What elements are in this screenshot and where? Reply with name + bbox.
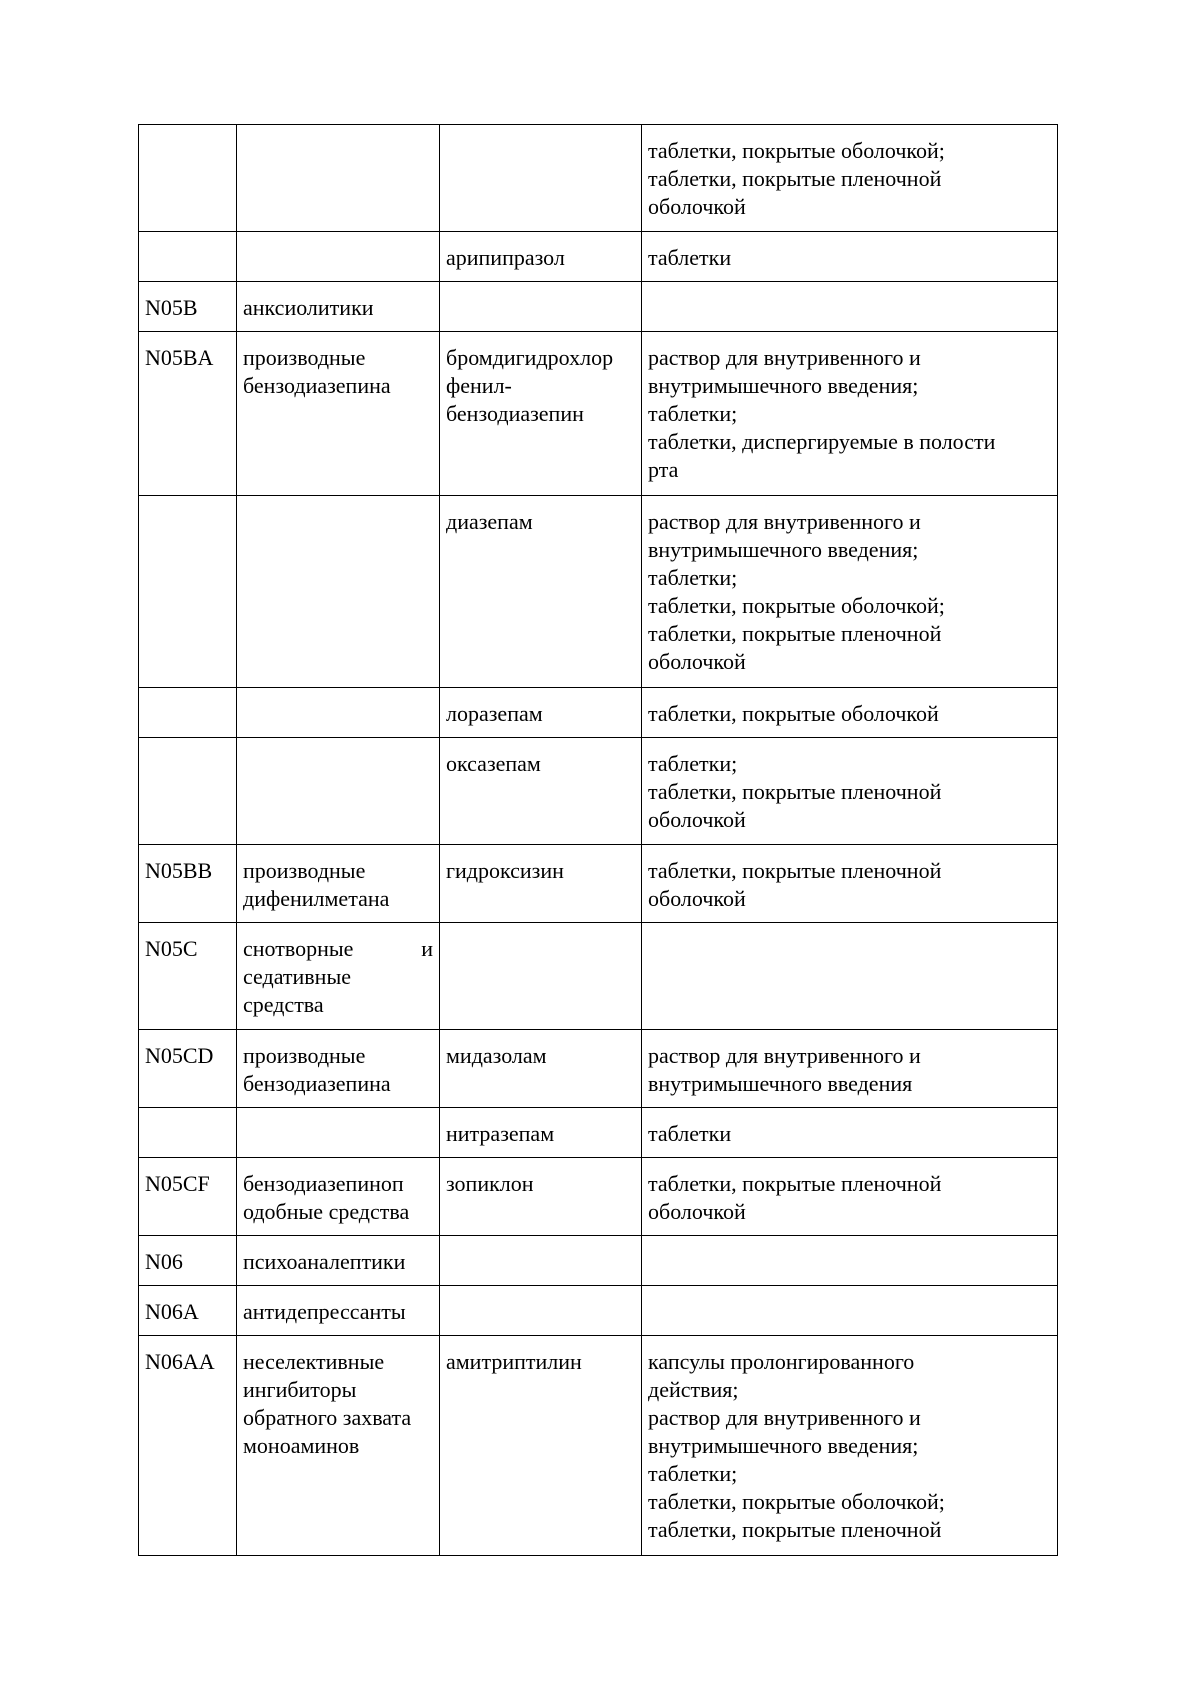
atc-group-cell	[237, 332, 440, 496]
dosage-form-line: рта	[648, 457, 679, 482]
table-row	[139, 923, 1058, 1030]
table-row	[139, 282, 1058, 332]
atc-group-line: обратного захвата	[243, 1405, 412, 1430]
dosage-form-line: раствор для внутривенного и	[648, 509, 921, 534]
atc-group-line: производные	[243, 345, 366, 370]
drug-name-cell	[440, 332, 642, 496]
document-page	[138, 124, 1057, 1556]
dosage-form-line: оболочкой	[648, 807, 746, 832]
table-row	[139, 845, 1058, 923]
atc-group-cell	[237, 1286, 440, 1336]
atc-group-cell	[237, 125, 440, 232]
atc-group-line: бензодиазепина	[243, 373, 391, 398]
drug-name-cell	[440, 496, 642, 688]
drug-name-cell	[440, 125, 642, 232]
dosage-form-line: таблетки, покрытые пленочной	[648, 1517, 942, 1542]
dosage-form-line: оболочкой	[648, 1199, 746, 1224]
atc-group-cell	[237, 1158, 440, 1236]
table-row	[139, 125, 1058, 232]
atc-code: N05B	[145, 295, 198, 320]
drug-name-line: бромдигидрохлор	[446, 345, 614, 370]
atc-code-cell	[139, 845, 237, 923]
atc-code-cell	[139, 232, 237, 282]
atc-group-line: бензодиазепина	[243, 1071, 391, 1096]
atc-group-line: бензодиазепиноп	[243, 1171, 404, 1196]
drug-name-cell	[440, 1108, 642, 1158]
atc-group-line: средства	[243, 992, 324, 1017]
dosage-form-line: таблетки, покрытые пленочной	[648, 858, 942, 883]
atc-group-line: производные	[243, 1043, 366, 1068]
dosage-form-line: таблетки, покрытые оболочкой;	[648, 593, 945, 618]
dosage-forms-cell	[642, 332, 1058, 496]
atc-group-line: ингибиторы	[243, 1377, 357, 1402]
atc-code-cell	[139, 282, 237, 332]
atc-group-line: моноаминов	[243, 1433, 360, 1458]
dosage-form-line: раствор для внутривенного и	[648, 345, 921, 370]
table-row	[139, 1108, 1058, 1158]
atc-group-cell	[237, 688, 440, 738]
table-row	[139, 496, 1058, 688]
dosage-form-line: оболочкой	[648, 886, 746, 911]
atc-code: N06AA	[145, 1349, 215, 1374]
table-row	[139, 1158, 1058, 1236]
drug-name-line: бензодиазепин	[446, 401, 584, 426]
atc-group-cell	[237, 496, 440, 688]
dosage-form-line: таблетки;	[648, 401, 738, 426]
atc-code: N06	[145, 1249, 183, 1274]
table-row	[139, 1236, 1058, 1286]
drug-name-line: мидазолам	[446, 1043, 547, 1068]
atc-code: N05C	[145, 936, 198, 961]
dosage-forms-cell	[642, 1336, 1058, 1556]
atc-group-line: неселективные	[243, 1349, 385, 1374]
drug-name-cell	[440, 1030, 642, 1108]
drug-name-line: диазепам	[446, 509, 533, 534]
atc-group-cell	[237, 738, 440, 845]
dosage-forms-cell	[642, 282, 1058, 332]
drug-name-cell	[440, 282, 642, 332]
drug-name-cell	[440, 232, 642, 282]
dosage-form-line: внутримышечного введения;	[648, 537, 919, 562]
atc-group-line: антидепрессанты	[243, 1299, 406, 1324]
atc-code: N06A	[145, 1299, 199, 1324]
dosage-form-line: таблетки, покрытые пленочной	[648, 621, 942, 646]
table-row	[139, 1286, 1058, 1336]
dosage-forms-cell	[642, 738, 1058, 845]
dosage-form-line: внутримышечного введения	[648, 1071, 913, 1096]
atc-code-cell	[139, 1286, 237, 1336]
atc-code: N05BB	[145, 858, 213, 883]
atc-group-cell	[237, 1030, 440, 1108]
atc-code-cell	[139, 125, 237, 232]
drug-name-cell	[440, 1286, 642, 1336]
drug-name-line: лоразепам	[446, 701, 543, 726]
atc-group-cell	[237, 232, 440, 282]
dosage-forms-cell	[642, 688, 1058, 738]
atc-group-cell	[237, 1236, 440, 1286]
atc-code-cell	[139, 1158, 237, 1236]
atc-code-cell	[139, 688, 237, 738]
dosage-form-line: таблетки, покрытые пленочной	[648, 166, 942, 191]
atc-group-line: психоаналептики	[243, 1249, 406, 1274]
atc-code-cell	[139, 738, 237, 845]
dosage-form-line: капсулы пролонгированного	[648, 1349, 915, 1374]
atc-group-line: анксиолитики	[243, 295, 374, 320]
drug-name-cell	[440, 1158, 642, 1236]
dosage-form-line: раствор для внутривенного и	[648, 1043, 921, 1068]
dosage-form-line: оболочкой	[648, 194, 746, 219]
atc-code-cell	[139, 1336, 237, 1556]
dosage-form-line: таблетки	[648, 245, 732, 270]
dosage-form-line: таблетки;	[648, 751, 738, 776]
dosage-forms-cell	[642, 1030, 1058, 1108]
atc-group-line: седативные	[243, 964, 351, 989]
dosage-forms-cell	[642, 1286, 1058, 1336]
dosage-forms-cell	[642, 125, 1058, 232]
dosage-form-line: внутримышечного введения;	[648, 1433, 919, 1458]
atc-code-cell	[139, 1108, 237, 1158]
table-row	[139, 738, 1058, 845]
dosage-form-line: таблетки, покрытые оболочкой	[648, 701, 939, 726]
dosage-form-line: действия;	[648, 1377, 739, 1402]
drug-name-line: оксазепам	[446, 751, 541, 776]
atc-group-line: дифенилметана	[243, 886, 390, 911]
drug-name-line: гидроксизин	[446, 858, 564, 883]
dosage-form-line: таблетки, покрытые пленочной	[648, 1171, 942, 1196]
atc-group-cell	[237, 1108, 440, 1158]
dosage-form-line: оболочкой	[648, 649, 746, 674]
drug-name-line: амитриптилин	[446, 1349, 582, 1374]
drug-name-line: нитразепам	[446, 1121, 555, 1146]
table-row	[139, 232, 1058, 282]
drug-name-cell	[440, 1236, 642, 1286]
table-body	[139, 125, 1058, 1556]
atc-code-cell	[139, 1030, 237, 1108]
drug-name-cell	[440, 923, 642, 1030]
table-row	[139, 1336, 1058, 1556]
atc-group-word: снотворные	[243, 936, 354, 961]
dosage-form-line: таблетки, диспергируемые в полости	[648, 429, 996, 454]
atc-group-word: и	[421, 936, 433, 961]
drug-name-cell	[440, 1336, 642, 1556]
dosage-forms-cell	[642, 923, 1058, 1030]
atc-group-line	[243, 935, 433, 963]
dosage-forms-cell	[642, 1236, 1058, 1286]
drug-name-line: зопиклон	[446, 1171, 534, 1196]
dosage-form-line: таблетки, покрытые пленочной	[648, 779, 942, 804]
dosage-form-line: внутримышечного введения;	[648, 373, 919, 398]
dosage-forms-cell	[642, 496, 1058, 688]
atc-code-cell	[139, 496, 237, 688]
atc-group-line: одобные средства	[243, 1199, 410, 1224]
atc-code: N05BA	[145, 345, 214, 370]
medication-table	[138, 124, 1058, 1556]
atc-group-cell	[237, 282, 440, 332]
atc-code: N05CF	[145, 1171, 210, 1196]
atc-code-cell	[139, 1236, 237, 1286]
dosage-form-line: таблетки, покрытые оболочкой;	[648, 1489, 945, 1514]
dosage-form-line: таблетки, покрытые оболочкой;	[648, 138, 945, 163]
atc-group-cell	[237, 845, 440, 923]
drug-name-cell	[440, 738, 642, 845]
dosage-form-line: таблетки	[648, 1121, 732, 1146]
dosage-forms-cell	[642, 232, 1058, 282]
atc-group-line: производные	[243, 858, 366, 883]
table-row	[139, 688, 1058, 738]
atc-group-cell	[237, 1336, 440, 1556]
dosage-forms-cell	[642, 1158, 1058, 1236]
dosage-forms-cell	[642, 845, 1058, 923]
dosage-form-line: таблетки;	[648, 1461, 738, 1486]
drug-name-cell	[440, 688, 642, 738]
table-row	[139, 332, 1058, 496]
atc-group-cell	[237, 923, 440, 1030]
dosage-form-line: раствор для внутривенного и	[648, 1405, 921, 1430]
drug-name-line: фенил-	[446, 373, 512, 398]
drug-name-cell	[440, 845, 642, 923]
atc-code-cell	[139, 332, 237, 496]
atc-code-cell	[139, 923, 237, 1030]
atc-code: N05CD	[145, 1043, 214, 1068]
table-row	[139, 1030, 1058, 1108]
dosage-form-line: таблетки;	[648, 565, 738, 590]
dosage-forms-cell	[642, 1108, 1058, 1158]
drug-name-line: арипипразол	[446, 245, 565, 270]
